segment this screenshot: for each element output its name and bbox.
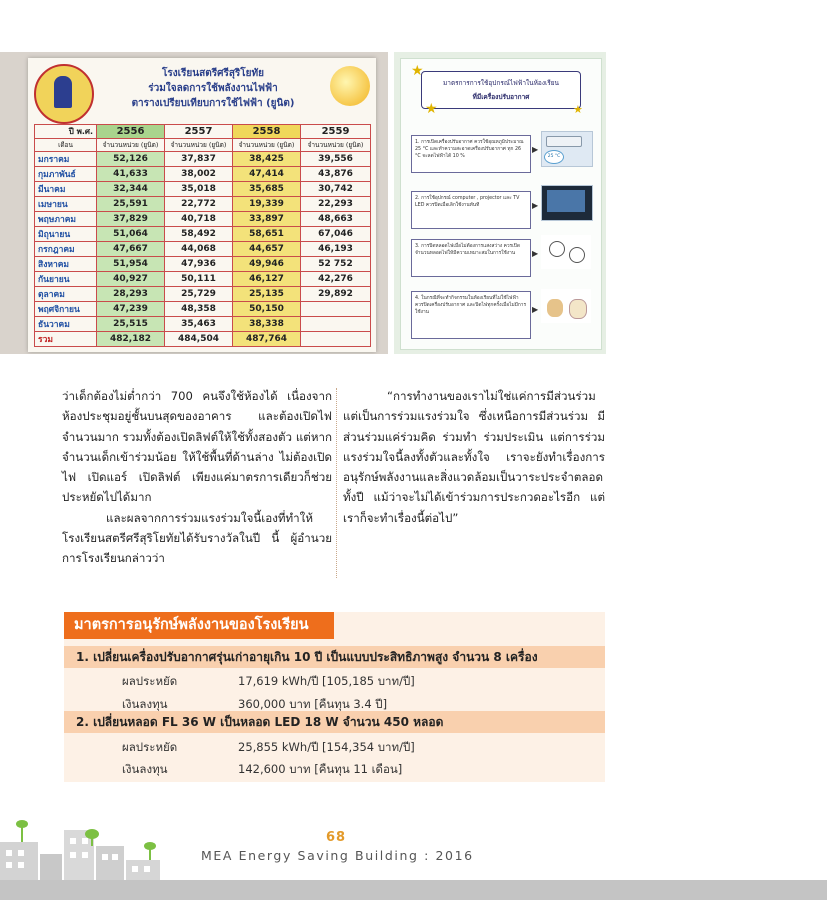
year-header: 2557	[165, 125, 233, 139]
year-header-label: ปี พ.ศ.	[35, 125, 97, 139]
measure-title: 2. เปลี่ยนหลอด FL 36 W เป็นหลอด LED 18 W จำนวน 450 หลอด	[64, 711, 605, 733]
value-cell: 482,182	[97, 332, 165, 347]
unit-header: จำนวนหน่วย (ยูนิต)	[165, 139, 233, 152]
table-row	[35, 287, 371, 302]
value-cell: 35,018	[165, 182, 233, 197]
value-cell: 40,718	[165, 212, 233, 227]
value-cell: 19,339	[233, 197, 301, 212]
investment-value: 142,600 บาท [คืนทุน 11 เดือน]	[238, 762, 403, 776]
value-cell: 35,463	[165, 317, 233, 332]
poster-header	[421, 71, 581, 109]
board-table-title: ตารางเปรียบเทียบการใช้ไฟฟ้า (ยูนิต)	[131, 98, 295, 109]
investment-value: 360,000 บาท [คืนทุน 3.4 ปี]	[238, 697, 388, 711]
energy-measures-box	[64, 612, 605, 782]
poster-item: 4. ในกรณีที่จะทำกิจกรรมในห้องเรียนที่ไม่ใช้ไฟฟ้า ควรปิดเครื่องปรับอากาศ และปิดไฟทุกครั้งเมื่อไม่มีการใช้งาน	[411, 291, 531, 339]
value-cell: 30,742	[301, 182, 371, 197]
total-row	[35, 332, 371, 347]
table-row	[35, 242, 371, 257]
table-row	[35, 152, 371, 167]
poster-item: 3. การปิดหลอดไฟเมื่อไม่ต้องการแสงสว่าง ควรเปิดจำนวนหลอดไฟให้มีความเหมาะสมในการใช้งาน	[411, 239, 531, 277]
value-cell	[301, 302, 371, 317]
value-cell: 28,293	[97, 287, 165, 302]
table-row	[35, 317, 371, 332]
value-cell: 51,954	[97, 257, 165, 272]
value-cell: 38,002	[165, 167, 233, 182]
value-cell: 25,729	[165, 287, 233, 302]
month-cell: สิงหาคม	[35, 257, 97, 272]
month-cell: กันยายน	[35, 272, 97, 287]
value-cell: 35,685	[233, 182, 301, 197]
column-divider	[336, 388, 337, 578]
year-header: 2559	[301, 125, 371, 139]
temperature-badge: 25 °C	[544, 150, 564, 164]
school-emblem-icon	[34, 64, 94, 124]
value-cell: 46,127	[233, 272, 301, 287]
table-row	[35, 302, 371, 317]
month-cell: ธันวาคม	[35, 317, 97, 332]
value-cell: 44,657	[233, 242, 301, 257]
value-cell: 58,651	[233, 227, 301, 242]
value-cell: 29,892	[301, 287, 371, 302]
value-cell: 33,897	[233, 212, 301, 227]
arrow-right-icon: ▶	[532, 145, 539, 154]
cat-dog-illustration	[541, 289, 591, 323]
table-row	[35, 167, 371, 182]
month-cell: พฤษภาคม	[35, 212, 97, 227]
value-cell: 32,344	[97, 182, 165, 197]
month-cell: ตุลาคม	[35, 287, 97, 302]
air-conditioner-illustration	[541, 131, 593, 167]
month-cell: พฤศจิกายน	[35, 302, 97, 317]
footer-bar	[0, 880, 827, 900]
board-school-name: โรงเรียนสตรีศรีสุริโยทัย	[162, 68, 264, 79]
poster-title-line2: ที่มีเครื่องปรับอากาศ	[472, 93, 530, 101]
value-cell: 52 752	[301, 257, 371, 272]
value-cell: 51,064	[97, 227, 165, 242]
cartoon-illustration	[541, 235, 591, 269]
poster-item: 2. การใช้อุปกรณ์ computer , projector และ TV LED ควรปิดเมื่อเลิกใช้งานทันที	[411, 191, 531, 229]
table-row	[35, 272, 371, 287]
month-cell: รวม	[35, 332, 97, 347]
value-cell: 484,504	[165, 332, 233, 347]
value-cell: 41,633	[97, 167, 165, 182]
lightbulb-icon	[330, 66, 370, 106]
table-row	[35, 197, 371, 212]
article-left-column	[62, 386, 332, 569]
month-cell: มกราคม	[35, 152, 97, 167]
article-right-column	[343, 386, 605, 528]
year-header: 2556	[97, 125, 165, 139]
month-cell: กรกฎาคม	[35, 242, 97, 257]
table-row	[35, 182, 371, 197]
electricity-board-photo	[0, 52, 388, 354]
electricity-comparison-table	[34, 124, 371, 347]
arrow-right-icon: ▶	[532, 249, 539, 258]
unit-header: จำนวนหน่วย (ยูนิต)	[301, 139, 371, 152]
value-cell: 22,293	[301, 197, 371, 212]
value-cell: 37,829	[97, 212, 165, 227]
value-cell: 22,772	[165, 197, 233, 212]
value-cell: 37,837	[165, 152, 233, 167]
star-icon: ★	[411, 63, 424, 79]
unit-header: จำนวนหน่วย (ยูนิต)	[97, 139, 165, 152]
value-cell: 49,946	[233, 257, 301, 272]
investment-label: เงินลงทุน	[122, 762, 168, 776]
poster-item: 1. การเปิดเครื่องปรับอากาศ ควรใช้อุณหภูมิประมาณ 25 °C และทำความสะอาดเครื่องปรับอากาศ ทุก 26 °C จะลดไฟฟ้าได้ 10 %	[411, 135, 531, 173]
year-header: 2558	[233, 125, 301, 139]
value-cell: 47,239	[97, 302, 165, 317]
saving-value: 25,855 kWh/ปี [154,354 บาท/ปี]	[238, 740, 415, 754]
month-header-label: เดือน	[35, 139, 97, 152]
saving-label: ผลประหยัด	[122, 740, 178, 754]
table-row	[35, 212, 371, 227]
arrow-right-icon: ▶	[532, 201, 539, 210]
value-cell	[301, 332, 371, 347]
star-icon: ★	[573, 103, 583, 116]
star-icon: ★	[425, 101, 438, 117]
month-cell: เมษายน	[35, 197, 97, 212]
table-row	[35, 257, 371, 272]
value-cell: 25,135	[233, 287, 301, 302]
value-cell: 39,556	[301, 152, 371, 167]
value-cell: 40,927	[97, 272, 165, 287]
unit-header: จำนวนหน่วย (ยูนิต)	[233, 139, 301, 152]
saving-label: ผลประหยัด	[122, 674, 178, 688]
value-cell: 52,126	[97, 152, 165, 167]
arrow-right-icon: ▶	[532, 305, 539, 314]
value-cell: 67,046	[301, 227, 371, 242]
value-cell: 25,591	[97, 197, 165, 212]
investment-label: เงินลงทุน	[122, 697, 168, 711]
classroom-measures-poster-photo	[394, 52, 606, 354]
value-cell: 47,414	[233, 167, 301, 182]
value-cell: 58,492	[165, 227, 233, 242]
saving-value: 17,619 kWh/ปี [105,185 บาท/ปี]	[238, 674, 415, 688]
value-cell: 50,150	[233, 302, 301, 317]
month-cell: มีนาคม	[35, 182, 97, 197]
article-paragraph: ว่าเด็กต้องไม่ต่ำกว่า 700 คนจึงใช้ห้องได้ เนื่องจากห้องประชุมอยู่ชั้นบนสุดของอาคาร และต้องเปิดไฟจำนวนมาก รวมทั้งต้องเปิดลิฟต์ให้ใช้ทั้งสองตัว แต่หากจำนวนเด็กเข้าร่วมน้อย ให้ใช้พื้นที่ด้านล่าง ไม่ต้องเปิดไฟ เปิดแอร์ เปิดลิฟต์ เพียงแค่มาตรการเดียวก็ช่วยประหยัดไปได้มาก	[62, 389, 332, 505]
value-cell	[301, 317, 371, 332]
value-cell: 47,667	[97, 242, 165, 257]
value-cell: 38,338	[233, 317, 301, 332]
table-row	[35, 227, 371, 242]
publication-title: MEA Energy Saving Building : 2016	[201, 848, 474, 863]
poster-paper	[400, 58, 602, 350]
green-city-skyline-icon	[0, 816, 170, 882]
value-cell: 487,764	[233, 332, 301, 347]
value-cell: 25,515	[97, 317, 165, 332]
month-cell: มิถุนายน	[35, 227, 97, 242]
measure-title: 1. เปลี่ยนเครื่องปรับอากาศรุ่นเก่าอายุเกิน 10 ปี เป็นแบบประสิทธิภาพสูง จำนวน 8 เครื่อง	[64, 646, 605, 668]
value-cell: 48,663	[301, 212, 371, 227]
board-paper	[28, 58, 376, 352]
director-quote: “การทำงานของเราไม่ใช่แค่การมีส่วนร่วม แต่เป็นการร่วมแรงร่วมใจ ซึ่งเหนือการมีส่วนร่วม มีส่วนร่วมแค่ร่วมคิด ร่วมทำ ร่วมประเมิน แต่การร่วมแรงร่วมใจนี้ลงทั้งตัวและทั้งใจ เราจะยังทำเรื่องการอนุรักษ์พลังงานและสิ่งแวดล้อมเป็นวาระประจำตลอดทั้งปี แม้ว่าจะไม่ได้เข้าร่วมการประกวดอะไรอีก แต่เราก็จะทำเรื่องนี้ต่อไป”	[343, 389, 605, 525]
value-cell: 50,111	[165, 272, 233, 287]
computer-monitor-illustration	[541, 185, 593, 221]
value-cell: 46,193	[301, 242, 371, 257]
article-paragraph: และผลจากการร่วมแรงร่วมใจนี้เองที่ทำให้โรงเรียนสตรีศรีสุริโยทัยได้รับรางวัลในปี นี้ ผู้อำนวยการโรงเรียนกล่าวว่า	[62, 510, 332, 566]
board-campaign-title: ร่วมใจลดการใช้พลังงานไฟฟ้า	[148, 83, 278, 94]
value-cell: 47,936	[165, 257, 233, 272]
value-cell: 42,276	[301, 272, 371, 287]
measures-heading: มาตรการอนุรักษ์พลังงานของโรงเรียน	[64, 612, 334, 639]
page-number: 68	[325, 830, 347, 845]
poster-title-line1: มาตรการการใช้อุปกรณ์ไฟฟ้าในห้องเรียน	[443, 79, 559, 87]
value-cell: 43,876	[301, 167, 371, 182]
month-cell: กุมภาพันธ์	[35, 167, 97, 182]
value-cell: 38,425	[233, 152, 301, 167]
value-cell: 48,358	[165, 302, 233, 317]
value-cell: 44,068	[165, 242, 233, 257]
